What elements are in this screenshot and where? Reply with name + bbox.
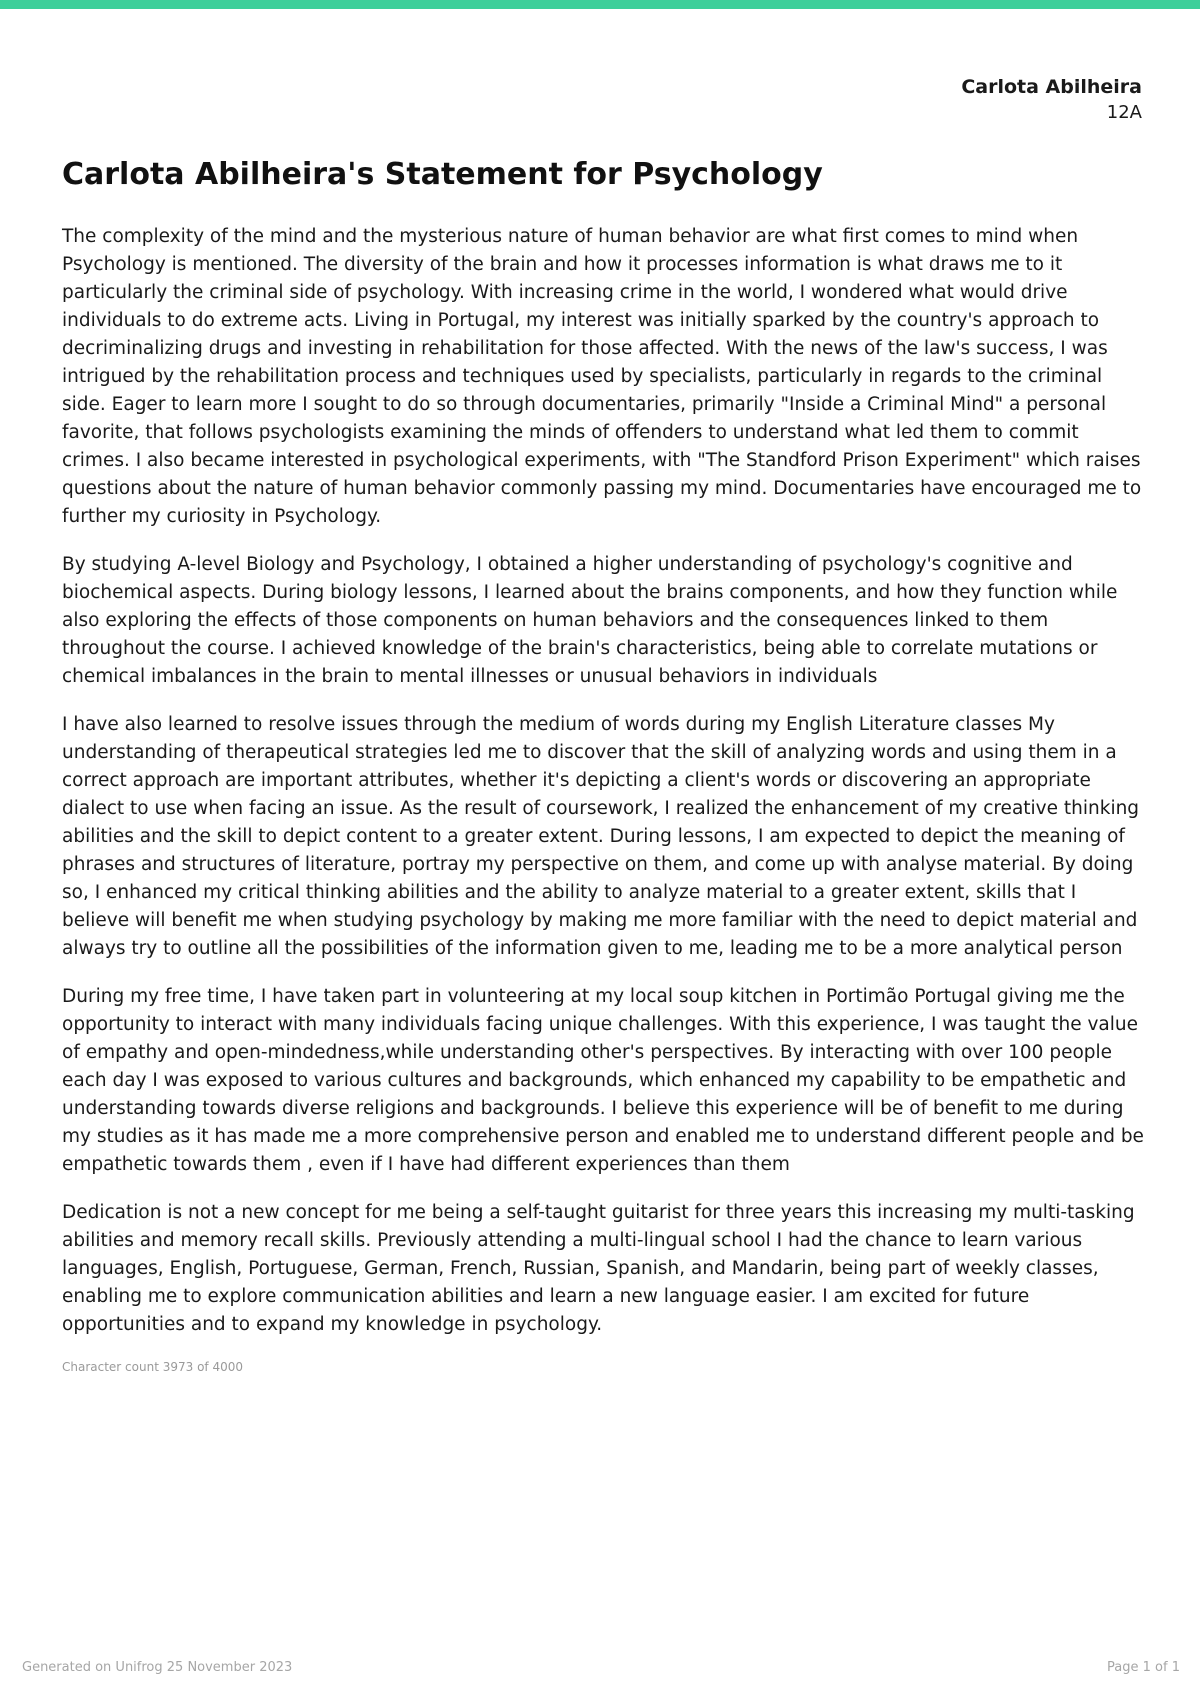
author-class: 12A xyxy=(1106,102,1142,123)
author-name: Carlota Abilheira xyxy=(961,76,1142,98)
statement-body xyxy=(62,223,1144,1375)
footer-page-number: Page 1 of 1 xyxy=(1107,1660,1180,1675)
footer-generated: Generated on Unifrog 25 November 2023 xyxy=(22,1660,293,1675)
paragraph-5: Dedication is not a new concept for me being a self-taught guitarist for three years this increasing my multi-tasking abilities and memory recall skills. Previously attending a multi-lingual school I had the chance to learn various languages, English, Portuguese, German, French, Russian, Spanish, and Mandarin, being part of weekly classes, enabling me to explore communication abilities and learn a new language easier. I am excited for future opportunities and to expand my knowledge in psychology. xyxy=(62,1202,1135,1335)
paragraph-1: The complexity of the mind and the mysterious nature of human behavior are what first comes to mind when Psychology is mentioned. The diversity of the brain and how it processes information is what draws me to it particularly the criminal side of psychology. With increasing crime in the world, I wondered what would drive individuals to do extreme acts. Living in Portugal, my interest was initially sparked by the country's approach to decriminalizing drugs and investing in rehabilitation for those affected. With the news of the law's success, I was intrigued by the rehabilitation process and techniques used by specialists, particularly in regards to the criminal side. Eager to learn more I sought to do so through documentaries, primarily "Inside a Criminal Mind" a personal favorite, that follows psychologists examining the minds of offenders to understand what led them to commit crimes. I also became interested in psychological experiments, with "The Standford Prison Experiment" which raises questions about the nature of human behavior commonly passing my mind. Documentaries have encouraged me to further my curiosity in Psychology. xyxy=(62,226,1142,527)
character-count: Character count 3973 of 4000 xyxy=(62,1360,244,1374)
paragraph-4: During my free time, I have taken part in volunteering at my local soup kitchen in Portimão Portugal giving me the opportunity to interact with many individuals facing unique challenges. With this experience, I was taught the value of empathy and open-mindedness,while understanding other's perspectives. By interacting with over 100 people each day I was exposed to various cultures and backgrounds, which enhanced my capability to be empathetic and understanding towards diverse religions and backgrounds. I believe this experience will be of benefit to me during my studies as it has made me a more comprehensive person and enabled me to understand different people and be empathetic towards them , even if I have had different experiences than them xyxy=(62,986,1144,1175)
paragraph-3: I have also learned to resolve issues through the medium of words during my English Literature classes My understanding of therapeutical strategies led me to discover that the skill of analyzing words and using them in a correct approach are important attributes, whether it's depicting a client's words or discovering an appropriate dialect to use when facing an issue. As the result of coursework, I realized the enhancement of my creative thinking abilities and the skill to depict content to a greater extent. During lessons, I am expected to depict the meaning of phrases and structures of literature, portray my perspective on them, and come up with analyse material. By doing so, I enhanced my critical thinking abilities and the ability to analyze material to a greater extent, skills that I believe will benefit me when studying psychology by making me more familiar with the need to depict material and always try to outline all the possibilities of the information given to me, leading me to be a more analytical person xyxy=(62,714,1140,959)
top-accent-bar xyxy=(0,0,1200,9)
page-title: Carlota Abilheira's Statement for Psychology xyxy=(62,157,823,192)
author-block xyxy=(961,74,1142,126)
paragraph-2: By studying A-level Biology and Psychology, I obtained a higher understanding of psychology's cognitive and biochemical aspects. During biology lessons, I learned about the brains components, and how they function while also exploring the effects of those components on human behaviors and the consequences linked to them throughout the course. I achieved knowledge of the brain's characteristics, being able to correlate mutations or chemical imbalances in the brain to mental illnesses or unusual behaviors in individuals xyxy=(62,554,1118,687)
